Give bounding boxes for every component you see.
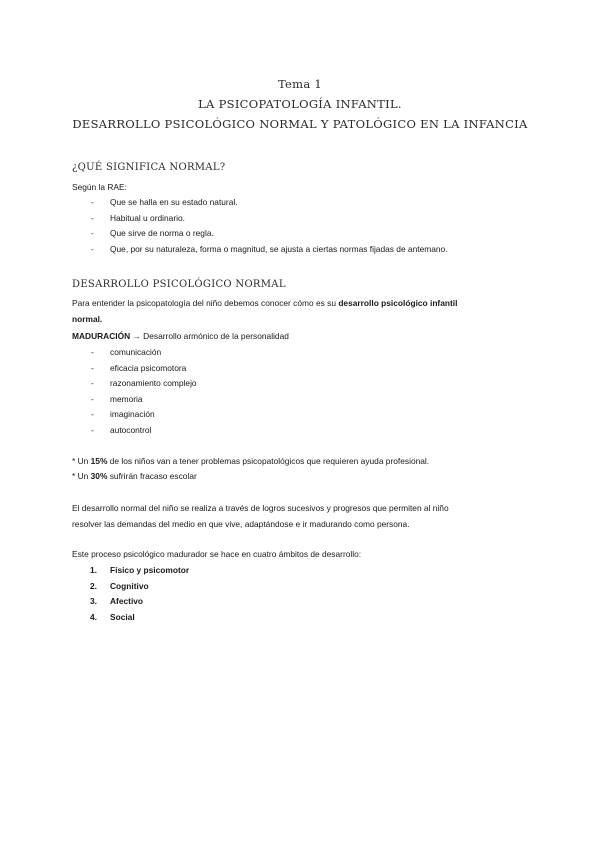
- document-page: Tema 1 LA PSICOPATOLOGÍA INFANTIL. DESARROLLO PSICOLÓGICO NORMAL Y PATOLÓGICO EN LA INFANCIA ¿QUÉ SIGNIFICA NORMAL? Según la RAE: - Que se halla en su estado natural. - Habitual u ordinario. - Que sirve de norma o regla. - Que, por su naturaleza, forma o magnitud, se ajusta a ciertas normas fijadas de antemano. DESARROLLO PSICOLÓGICO NORMAL Para entender la psicopatología del niño debemos conocer cómo es su desarrollo psicológico infantil normal. MADURACIÓN → Desarrollo armónico de la personalidad - comunicación - eficacia psicomotora - razonamiento complejo - memoria - imaginación - autocontrol * Un 15% de los niños van a tener problemas psicopatológicos que requieren ayuda profesional. * Un 30% sufrirán fracaso escolar El desarrollo normal del niño se realiza a través de logros sucesivos y progresos que permiten al niño resolver las demandas del medio en que vive, adaptándose e ir madurando como persona. Este proceso psicológico madurador se hace en cuatro ámbitos de desarrollo: 1. Físico y psicomotor 2. Cognitivo 3. Afectivo 4. Social: [0, 0, 600, 848]
- paragraph-2-line-2: resolver las demandas del medio en que vive, adaptándose e ir madurando como persona.: [72, 519, 410, 529]
- dash: -: [91, 212, 94, 223]
- section-heading-desarrollo: DESARROLLO PSICOLÓGICO NORMAL: [72, 279, 286, 290]
- paragraph-3: Este proceso psicológico madurador se hace en cuatro ámbitos de desarrollo:: [72, 549, 362, 559]
- stat-30-percent: * Un 30% sufrirán fracaso escolar: [72, 471, 197, 481]
- title-line-2: LA PSICOPATOLOGÍA INFANTIL.: [198, 97, 402, 111]
- dash: -: [91, 228, 94, 238]
- dash: -: [91, 197, 94, 207]
- stat-15-percent: * Un 15% de los niños van a tener problemas psicopatológicos que requieren ayuda profesional.: [72, 456, 430, 466]
- intro-paragraph-line-2: normal.: [72, 314, 103, 324]
- dash: -: [91, 243, 94, 254]
- paragraph-2-line-1: El desarrollo normal del niño se realiza a través de logros sucesivos y progresos que permiten al niño: [72, 503, 449, 513]
- section-heading-normal: ¿QUÉ SIGNIFICA NORMAL?: [72, 162, 226, 173]
- title-block: [0, 74, 600, 134]
- title-line-1: Tema 1: [277, 77, 323, 91]
- intro-paragraph-line-1: Para entender la psicopatología del niño debemos conocer cómo es su desarrollo psicológico infantil: [72, 298, 458, 308]
- rae-intro: Según la RAE:: [72, 182, 127, 192]
- maduracion-line: MADURACIÓN → Desarrollo armónico de la personalidad: [72, 331, 289, 341]
- title-line-3: DESARROLLO PSICOLÓGICO NORMAL Y PATOLÓGICO EN LA INFANCIA: [72, 117, 528, 131]
